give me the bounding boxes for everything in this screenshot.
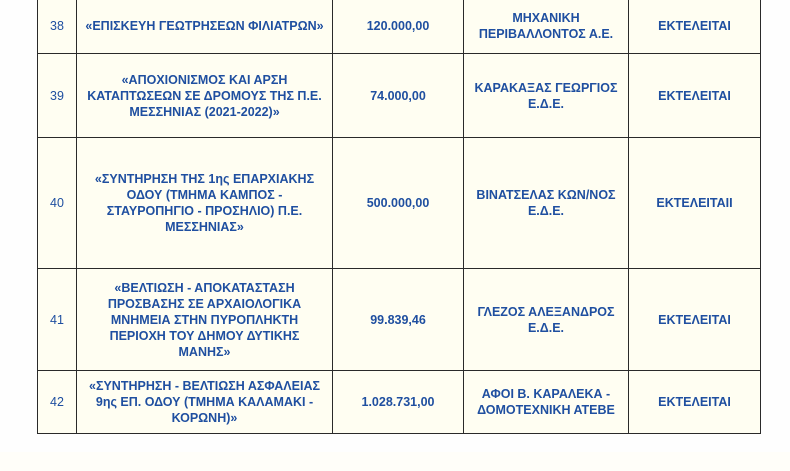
project-amount: 500.000,00	[333, 138, 464, 269]
project-title: «ΣΥΝΤΗΡΗΣΗ - ΒΕΛΤΙΩΣΗ ΑΣΦΑΛΕΙΑΣ 9ης ΕΠ. ΟΔΟΥ (ΤΜΗΜΑ ΚΑΛΑΜΑΚΙ - ΚΟΡΩΝΗ)»	[77, 371, 333, 434]
project-amount: 120.000,00	[333, 0, 464, 54]
project-contractor: ΚΑΡΑΚΑΞΑΣ ΓΕΩΡΓΙΟΣ Ε.Δ.Ε.	[464, 54, 629, 138]
project-title: «ΒΕΛΤΙΩΣΗ - ΑΠΟΚΑΤΑΣΤΑΣΗ ΠΡΟΣΒΑΣΗΣ ΣΕ ΑΡΧΑΙΟΛΟΓΙΚΑ ΜΝΗΜΕΙΑ ΣΤΗΝ ΠΥΡΟΠΛΗΚΤΗ ΠΕΡΙΟΧΗ ΤΟΥ ΔΗΜΟΥ ΔΥΤΙΚΗΣ ΜΑΝΗΣ»	[77, 269, 333, 371]
project-contractor: ΜΗΧΑΝΙΚΗ ΠΕΡΙΒΑΛΛΟΝΤΟΣ Α.Ε.	[464, 0, 629, 54]
project-status: ΕΚΤΕΛΕΙΤΑΙ	[629, 54, 761, 138]
projects-table	[37, 0, 761, 434]
table-row	[38, 269, 761, 371]
row-number: 41	[38, 269, 77, 371]
project-title: «ΑΠΟΧΙΟΝΙΣΜΟΣ ΚΑΙ ΑΡΣΗ ΚΑΤΑΠΤΩΣΕΩΝ ΣΕ ΔΡΟΜΟΥΣ ΤΗΣ Π.Ε. ΜΕΣΣΗΝΙΑΣ (2021-2022)»	[77, 54, 333, 138]
row-number: 38	[38, 0, 77, 54]
project-amount: 1.028.731,00	[333, 371, 464, 434]
row-number: 42	[38, 371, 77, 434]
project-amount: 99.839,46	[333, 269, 464, 371]
table-row	[38, 138, 761, 269]
row-number: 40	[38, 138, 77, 269]
table-row	[38, 54, 761, 138]
project-title: «ΣΥΝΤΗΡΗΣΗ ΤΗΣ 1ης ΕΠΑΡΧΙΑΚΗΣ ΟΔΟΥ (ΤΜΗΜΑ ΚΑΜΠΟΣ - ΣΤΑΥΡΟΠΗΓΙΟ - ΠΡΟΣΗΛΙΟ) Π.Ε. ΜΕΣΣΗΝΙΑΣ»	[77, 138, 333, 269]
project-status: ΕΚΤΕΛΕΙΤΑΙ	[629, 269, 761, 371]
project-status: ΕΚΤΕΛΕΙΤΑΙ	[629, 0, 761, 54]
page-bottom-margin	[0, 452, 790, 471]
table-row	[38, 371, 761, 434]
project-contractor: ΒΙΝΑΤΣΕΛΑΣ ΚΩΝ/ΝΟΣ Ε.Δ.Ε.	[464, 138, 629, 269]
table-row	[38, 0, 761, 54]
project-status: ΕΚΤΕΛΕΙΤΑΙΙ	[629, 138, 761, 269]
project-contractor: ΓΛΕΖΟΣ ΑΛΕΞΑΝΔΡΟΣ Ε.Δ.Ε.	[464, 269, 629, 371]
project-amount: 74.000,00	[333, 54, 464, 138]
row-number: 39	[38, 54, 77, 138]
project-status: ΕΚΤΕΛΕΙΤΑΙ	[629, 371, 761, 434]
project-contractor: ΑΦΟΙ Β. ΚΑΡΑΛΕΚΑ - ΔΟΜΟΤΕΧΝΙΚΗ ΑΤΕΒΕ	[464, 371, 629, 434]
project-title: «ΕΠΙΣΚΕΥΗ ΓΕΩΤΡΗΣΕΩΝ ΦΙΛΙΑΤΡΩΝ»	[77, 0, 333, 54]
